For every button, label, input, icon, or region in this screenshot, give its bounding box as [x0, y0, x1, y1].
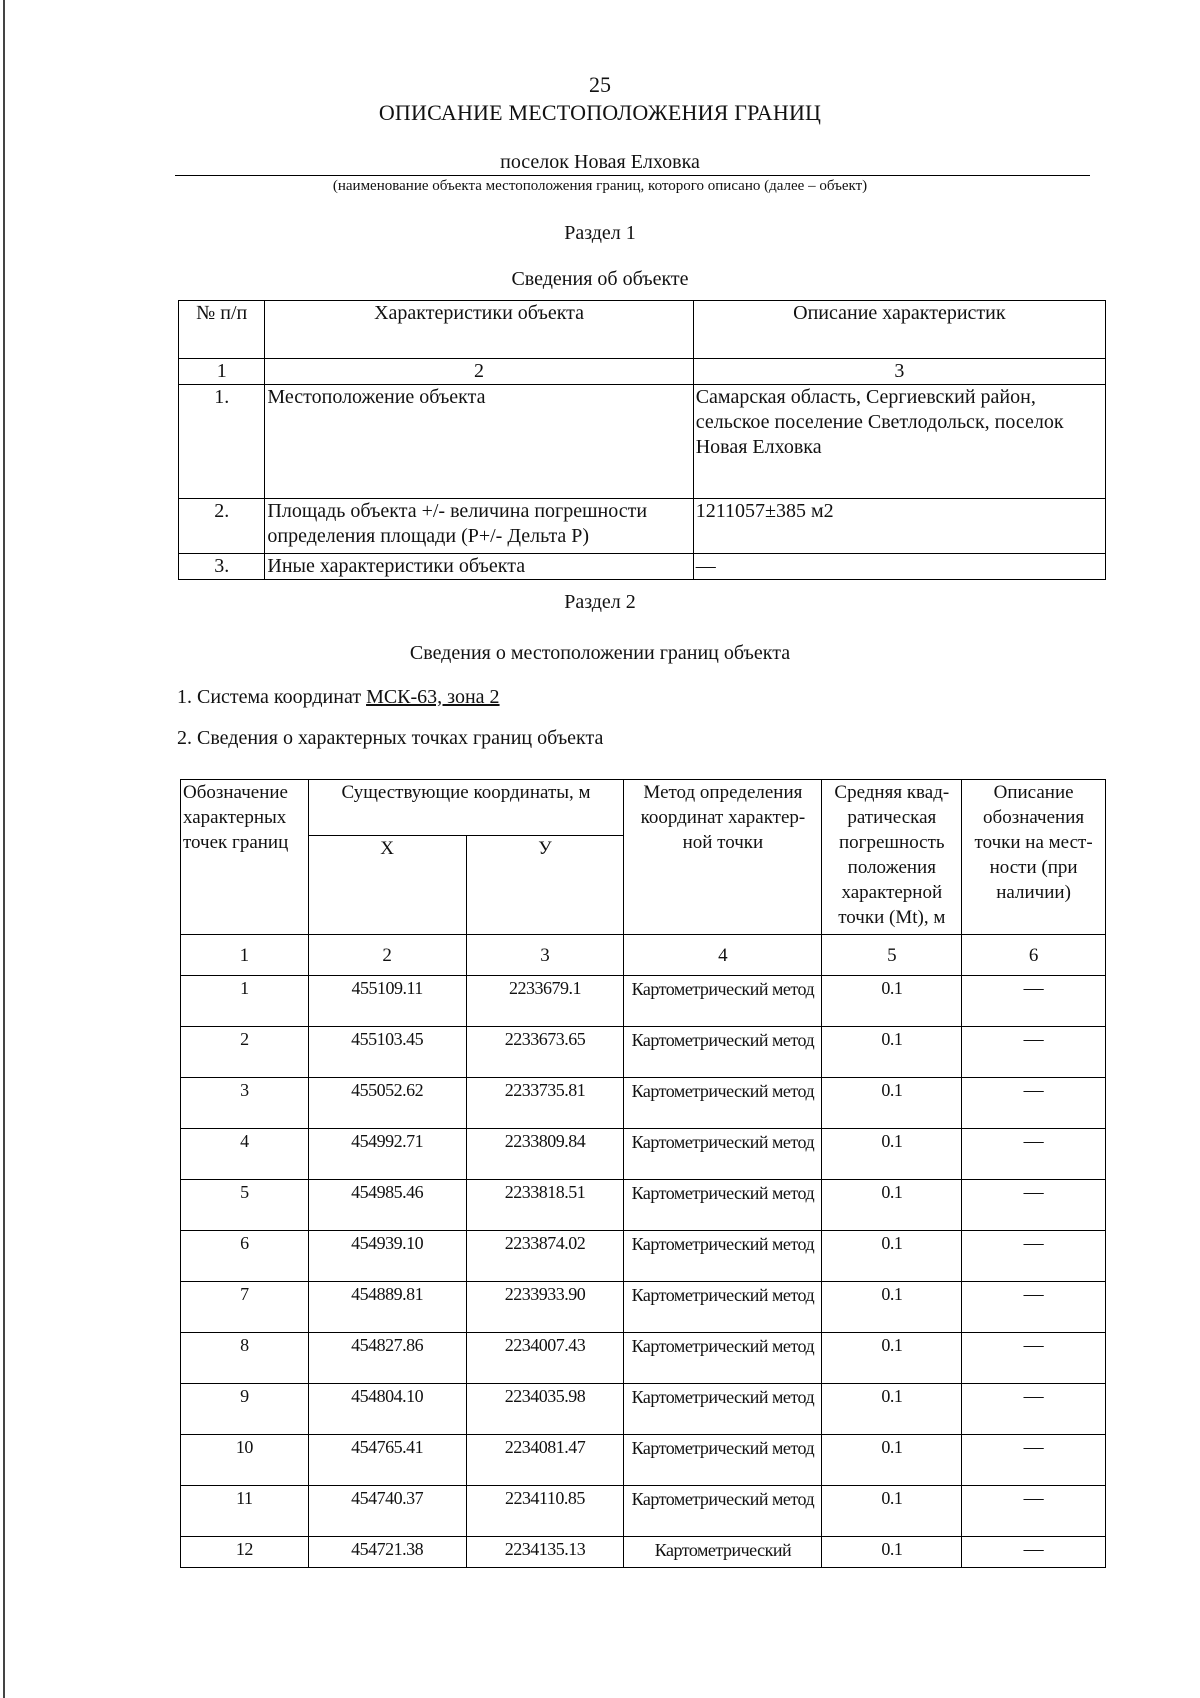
row-number: 1. — [179, 385, 265, 499]
header-x: X — [308, 836, 466, 935]
header-error: Средняя квад-ратическая погрешность положения характерной точки (Mt), м — [822, 780, 962, 935]
point-description: — — [962, 1231, 1106, 1282]
coord-x: 454721.38 — [308, 1537, 466, 1568]
point-id: 11 — [181, 1486, 309, 1537]
object-info-table — [178, 300, 1106, 580]
table-row — [181, 1384, 1106, 1435]
point-id: 12 — [181, 1537, 309, 1568]
error-value: 0.1 — [822, 1180, 962, 1231]
coord-y: 2233735.81 — [466, 1078, 624, 1129]
page-edge-rule — [3, 0, 5, 1698]
point-id: 5 — [181, 1180, 309, 1231]
point-description: — — [962, 1435, 1106, 1486]
point-id: 7 — [181, 1282, 309, 1333]
coord-x: 455109.11 — [308, 976, 466, 1027]
coord-y: 2234110.85 — [466, 1486, 624, 1537]
table-row — [179, 385, 1106, 499]
column-number: 5 — [822, 935, 962, 976]
point-id: 1 — [181, 976, 309, 1027]
points-header-row — [181, 780, 1106, 836]
error-value: 0.1 — [822, 1027, 962, 1078]
coord-y: 2233933.90 — [466, 1282, 624, 1333]
coord-x: 454740.37 — [308, 1486, 466, 1537]
column-number: 1 — [181, 935, 309, 976]
point-id: 8 — [181, 1333, 309, 1384]
coord-y: 2233809.84 — [466, 1129, 624, 1180]
object-name-caption: (наименование объекта местоположения границ, которого описано (далее – объект) — [332, 178, 868, 194]
coord-x: 454992.71 — [308, 1129, 466, 1180]
header-point: Обозначение характерных точек границ — [181, 780, 309, 935]
row-name: Иные характеристики объекта — [265, 554, 693, 580]
coord-y: 2234135.13 — [466, 1537, 624, 1568]
row-name: Площадь объекта +/- величина погрешности определения площади (Р+/- Дельта Р) — [265, 499, 693, 554]
column-number: 2 — [308, 935, 466, 976]
row-value: Самарская область, Сергиевский район, сельское поселение Светлодольск, поселок Новая Елховка — [693, 385, 1105, 499]
error-value: 0.1 — [822, 1231, 962, 1282]
row-value: — — [693, 554, 1105, 580]
row-number: 3. — [179, 554, 265, 580]
table-row — [181, 1231, 1106, 1282]
header-description: Описание обозначения точки на мест-ности (при наличии) — [962, 780, 1106, 935]
points-column-numbers-row — [181, 935, 1106, 976]
error-value: 0.1 — [822, 1435, 962, 1486]
point-id: 2 — [181, 1027, 309, 1078]
coord-x: 454889.81 — [308, 1282, 466, 1333]
coord-x: 454939.10 — [308, 1231, 466, 1282]
coord-y: 2234035.98 — [466, 1384, 624, 1435]
coord-x: 454827.86 — [308, 1333, 466, 1384]
header-y: У — [466, 836, 624, 935]
table-row — [181, 1180, 1106, 1231]
method: Картометрический метод — [624, 1384, 822, 1435]
point-description: — — [962, 1537, 1106, 1568]
coordinate-system-line — [177, 686, 500, 709]
method: Картометрический метод — [624, 1180, 822, 1231]
column-numbers-row — [179, 359, 1106, 385]
coord-y: 2233673.65 — [466, 1027, 624, 1078]
point-description: — — [962, 1282, 1106, 1333]
column-number: 3 — [693, 359, 1105, 385]
error-value: 0.1 — [822, 1333, 962, 1384]
table-row — [181, 1027, 1106, 1078]
coord-y: 2234081.47 — [466, 1435, 624, 1486]
coord-x: 455103.45 — [308, 1027, 466, 1078]
column-number: 4 — [624, 935, 822, 976]
table-row — [179, 554, 1106, 580]
error-value: 0.1 — [822, 1282, 962, 1333]
method: Картометрический метод — [624, 1078, 822, 1129]
point-description: — — [962, 976, 1106, 1027]
error-value: 0.1 — [822, 1078, 962, 1129]
method: Картометрический метод — [624, 1282, 822, 1333]
header-number: № п/п — [179, 301, 265, 359]
table-row — [181, 1435, 1106, 1486]
point-id: 3 — [181, 1078, 309, 1129]
object-name-rule — [175, 175, 1090, 176]
coordinate-system-label: 1. Система координат — [177, 686, 367, 708]
section2-heading: Раздел 2 — [564, 591, 636, 613]
method: Картометрический метод — [624, 976, 822, 1027]
coord-y: 2234007.43 — [466, 1333, 624, 1384]
coordinate-system-value: МСК-63, зона 2 — [366, 686, 500, 708]
table-row — [181, 1282, 1106, 1333]
header-method: Метод определения координат характер-ной точки — [624, 780, 822, 935]
row-name: Местоположение объекта — [265, 385, 693, 499]
point-id: 6 — [181, 1231, 309, 1282]
coord-x: 454765.41 — [308, 1435, 466, 1486]
section1-title: Сведения об объекте — [511, 268, 689, 290]
coord-x: 454804.10 — [308, 1384, 466, 1435]
table-row — [181, 1129, 1106, 1180]
method: Картометрический метод — [624, 1231, 822, 1282]
table-row — [181, 1333, 1106, 1384]
table-row — [181, 1537, 1106, 1568]
point-description: — — [962, 1078, 1106, 1129]
section1-heading: Раздел 1 — [564, 222, 636, 244]
table-row — [181, 1078, 1106, 1129]
header-description: Описание характеристик — [693, 301, 1105, 359]
method: Картометрический метод — [624, 1027, 822, 1078]
method: Картометрический метод — [624, 1129, 822, 1180]
point-description: — — [962, 1129, 1106, 1180]
coord-y: 2233679.1 — [466, 976, 624, 1027]
table-row — [179, 499, 1106, 554]
column-number: 1 — [179, 359, 265, 385]
point-description: — — [962, 1180, 1106, 1231]
page-number: 25 — [589, 72, 611, 97]
point-id: 10 — [181, 1435, 309, 1486]
method: Картометрический метод — [624, 1486, 822, 1537]
error-value: 0.1 — [822, 1384, 962, 1435]
object-name: поселок Новая Елховка — [500, 151, 700, 173]
coord-x: 455052.62 — [308, 1078, 466, 1129]
method: Картометрический метод — [624, 1333, 822, 1384]
point-description: — — [962, 1486, 1106, 1537]
row-number: 2. — [179, 499, 265, 554]
table-row — [181, 976, 1106, 1027]
error-value: 0.1 — [822, 976, 962, 1027]
coord-x: 454985.46 — [308, 1180, 466, 1231]
column-number: 2 — [265, 359, 693, 385]
header-characteristics: Характеристики объекта — [265, 301, 693, 359]
table-row — [181, 1486, 1106, 1537]
error-value: 0.1 — [822, 1537, 962, 1568]
boundary-points-table — [180, 779, 1106, 1568]
point-description: — — [962, 1027, 1106, 1078]
error-value: 0.1 — [822, 1486, 962, 1537]
method: Картометрический — [624, 1537, 822, 1568]
section2-title: Сведения о местоположении границ объекта — [409, 642, 791, 664]
method: Картометрический метод — [624, 1435, 822, 1486]
column-number: 6 — [962, 935, 1106, 976]
object-info-header-row — [179, 301, 1106, 359]
point-id: 4 — [181, 1129, 309, 1180]
point-description: — — [962, 1333, 1106, 1384]
header-coords: Существующие координаты, м — [308, 780, 624, 836]
points-info-line: 2. Сведения о характерных точках границ объекта — [177, 727, 604, 749]
document-title: ОПИСАНИЕ МЕСТОПОЛОЖЕНИЯ ГРАНИЦ — [378, 100, 822, 125]
point-id: 9 — [181, 1384, 309, 1435]
coord-y: 2233874.02 — [466, 1231, 624, 1282]
row-value: 1211057±385 м2 — [693, 499, 1105, 554]
error-value: 0.1 — [822, 1129, 962, 1180]
column-number: 3 — [466, 935, 624, 976]
point-description: — — [962, 1384, 1106, 1435]
coord-y: 2233818.51 — [466, 1180, 624, 1231]
